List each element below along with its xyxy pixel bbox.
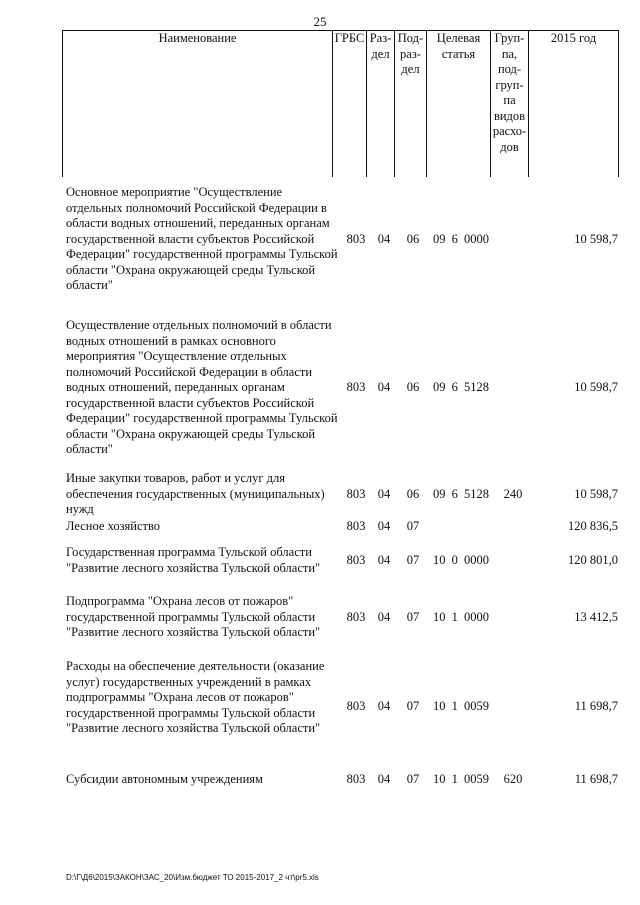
row-razdel: 04: [377, 519, 391, 533]
header-vr: Груп- па, под- груп- па видов расхо- дов: [491, 31, 529, 178]
row-podrazdel: 07: [406, 699, 420, 713]
row-name: Расходы на обеспечение деятельности (оказание услуг) государственных учреждений в рамках подпрограммы "Охрана лесов от пожаров" государственной программы Тульской области "Развитие лесного хозяйства Тульской области": [66, 659, 325, 735]
row-sum: 10 598,7: [574, 380, 618, 394]
row-vr: 240: [503, 487, 523, 501]
row-target: 10 1 0000: [433, 610, 489, 624]
row-podrazdel: 07: [406, 772, 420, 786]
row-name: Иные закупки товаров, работ и услуг для обеспечения государственных (муниципальных) нужд: [66, 471, 325, 516]
row-sum: 11 698,7: [574, 772, 618, 786]
row-name: Основное мероприятие "Осуществление отдельных полномочий Российской Федерации в области водных отношений, переданных органам государственной власти субъектов Российской Федерации" государственной программы Тульской области "Охрана окружающей среды Тульской области": [66, 185, 338, 292]
row-razdel: 04: [377, 487, 391, 501]
row-target: 09 6 5128: [433, 487, 489, 501]
header-name: Наименование: [63, 31, 333, 178]
row-podrazdel: 06: [406, 487, 420, 501]
row-target: 10 0 0000: [433, 553, 489, 567]
row-podrazdel: 06: [406, 232, 420, 246]
header-year: 2015 год: [529, 31, 619, 178]
row-podrazdel: 07: [406, 553, 420, 567]
row-razdel: 04: [377, 232, 391, 246]
header-podrazdel: Под- раз- дел: [395, 31, 427, 178]
row-podrazdel: 07: [406, 519, 420, 533]
file-path-footer: D:\Г\Д6\2015\ЗАКОН\ЗАС_20\Изм.бюджет ТО 2015-2017_2 чт\pr5.xls: [66, 873, 319, 882]
row-grbs: 803: [346, 519, 366, 533]
header-grbs: ГРБС: [333, 31, 367, 178]
row-razdel: 04: [377, 380, 391, 394]
row-sum: 120 801,0: [568, 553, 618, 567]
row-grbs: 803: [346, 553, 366, 567]
row-grbs: 803: [346, 380, 366, 394]
header-razdel: Раз- дел: [367, 31, 395, 178]
row-sum: 10 598,7: [574, 487, 618, 501]
row-target: 10 1 0059: [433, 772, 489, 786]
row-name: Субсидии автономным учреждениям: [66, 772, 263, 786]
row-grbs: 803: [346, 610, 366, 624]
row-grbs: 803: [346, 232, 366, 246]
row-razdel: 04: [377, 772, 391, 786]
row-grbs: 803: [346, 487, 366, 501]
row-vr: 620: [503, 772, 523, 786]
row-sum: 10 598,7: [574, 232, 618, 246]
page-number: 25: [313, 14, 327, 29]
row-razdel: 04: [377, 553, 391, 567]
row-name: Лесное хозяйство: [66, 519, 161, 533]
row-target: 09 6 5128: [433, 380, 489, 394]
row-grbs: 803: [346, 772, 366, 786]
row-target: 10 1 0059: [433, 699, 489, 713]
row-podrazdel: 06: [406, 380, 420, 394]
row-target: 09 6 0000: [433, 232, 489, 246]
row-razdel: 04: [377, 610, 391, 624]
row-name: Осуществление отдельных полномочий в области водных отношений в рамках основного мероприятия "Осуществление отдельных полномочий Российской Федерации в области водных отношений, переданных органам государственной власти субъектов Российской Федерации" государственной программы Тульской области "Охрана окружающей среды Тульской области": [66, 318, 338, 456]
row-sum: 13 412,5: [574, 610, 618, 624]
row-sum: 120 836,5: [568, 519, 618, 533]
row-name: Подпрограмма "Охрана лесов от пожаров" государственной программы Тульской области "Развитие лесного хозяйства Тульской области": [66, 594, 321, 639]
row-sum: 11 698,7: [574, 699, 618, 713]
header-target: Целевая статья: [427, 31, 491, 178]
row-podrazdel: 07: [406, 610, 420, 624]
row-razdel: 04: [377, 699, 391, 713]
row-name: Государственная программа Тульской области "Развитие лесного хозяйства Тульской области": [66, 545, 321, 575]
table-header: [62, 30, 619, 177]
row-grbs: 803: [346, 699, 366, 713]
